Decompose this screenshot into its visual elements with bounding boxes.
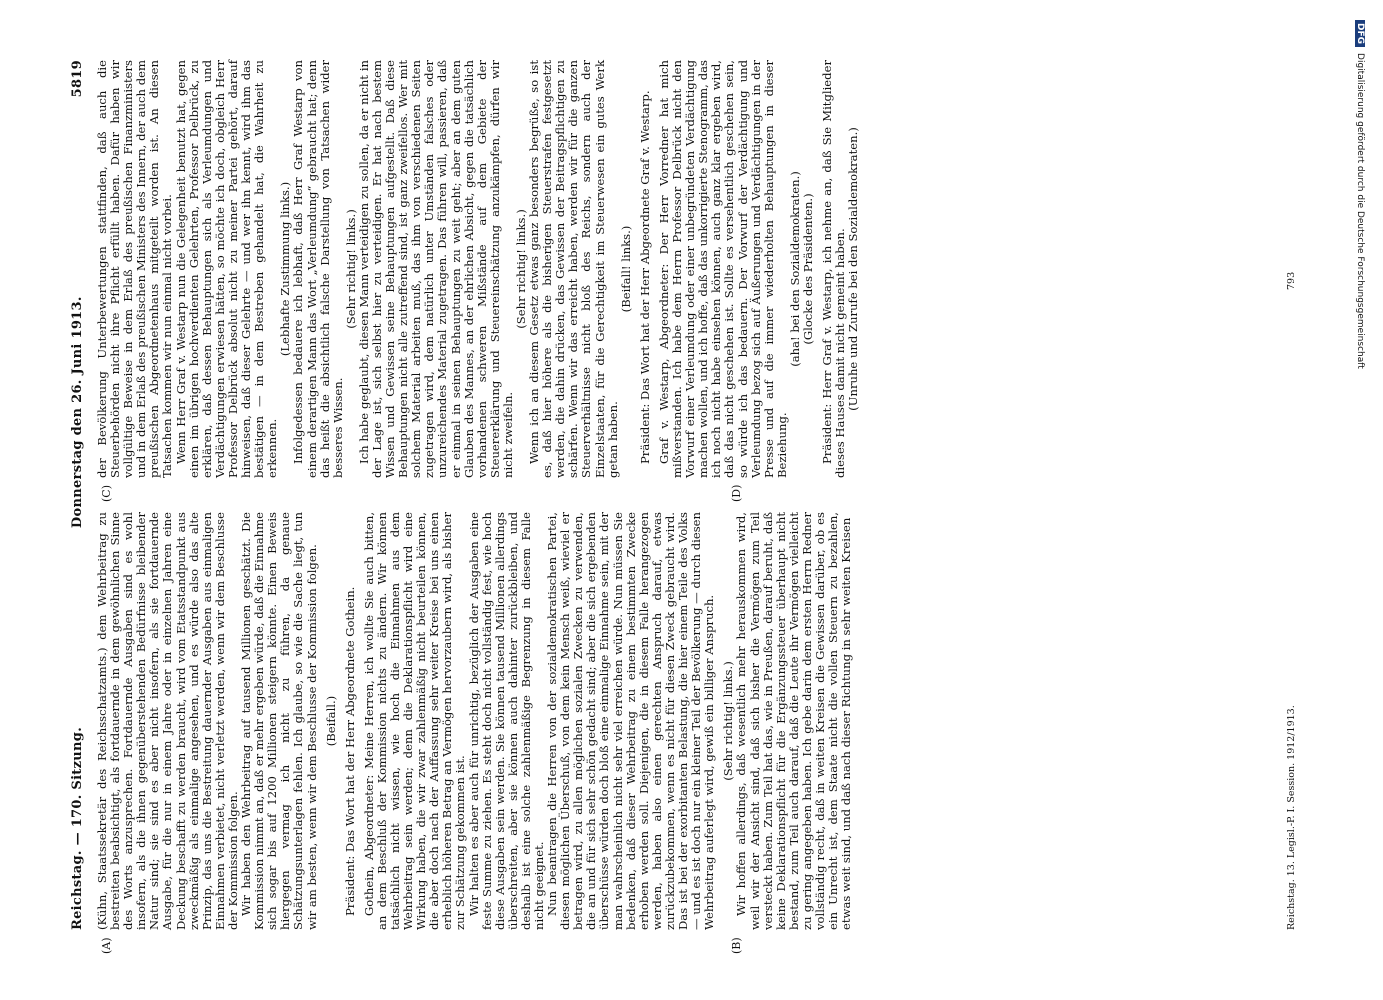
left-column bbox=[96, 512, 853, 930]
paragraph: Wenn ich an diesem Gesetz etwas ganz besonders begrüße, so ist es, daß hier höhere als die bisherigen Steuerstrafen festgesetzt werden, die dahin drücken, das Gewissen der Beitragspflichtigen zu schärfen. Wenn wir das erreicht haben, werden wir für die ganzen Steuerverhältnisse nicht bloß des Reichs, sondern auch der Einzelstaaten, für die Gerechtigkeit im Steuerwesen ein gutes Werk getan haben. bbox=[527, 60, 620, 478]
paragraph: Wir haben den Wehrbeitrag auf tausend Millionen geschätzt. Die Kommission nimmt an, daß er mehr ergeben würde, daß die Einnahme sich sogar bis auf 1200 Millionen steigern könnte. Einen Beweis hiergegen vermag ich nicht zu führen, da genaue Schätzungsunterlagen fehlen. Ich glaube, so wie die Sache liegt, tun wir am besten, wenn wir dem Beschlusse der Kommission folgen. bbox=[239, 512, 319, 930]
margin-marker-b: (B) bbox=[730, 937, 743, 954]
paragraph: Ich habe geglaubt, diesen Mann verteidigen zu sollen, da er nicht in der Lage ist, sich selbst hier zu verteidigen. Er hat nach bestem Wissen und Gewissen seine Behauptungen aufgestellt. Daß diese Behauptungen nicht alle zutreffend sind, ist ganz zweifellos. Wer mit solchem Material arbeiten muß, das ihm von verschiedenen Seiten zugetragen wird, dem natürlich unter Umständen falsches oder unzureichendes Material zugetragen. Das führen will, passieren, daß er einmal in seinen Behauptungen zu weit geht; aber an dem guten Glauben des Mannes, an der ehrlichen Absicht, gegen die tatsächlich vorhandenen schweren Mißstände auf dem Gebiete der Steuererklärung und Steuereinschätzung anzukämpfen, dürfen wir nicht zweifeln. bbox=[356, 60, 515, 478]
header-left: Reichstag. — 170. Sitzung. bbox=[70, 726, 85, 930]
digitization-note bbox=[1352, 20, 1368, 980]
interjection: (Sehr richtig! links.) bbox=[721, 661, 736, 781]
page-footer bbox=[1286, 271, 1297, 930]
rotated-print-area bbox=[70, 60, 1300, 954]
paragraph: (Kühn, Staatssekretär des Reichsschatzamts.) dem Wehrbeitrag zu bestreiten beabsichtigt, als fortdauernde in dem gewöhnlichen Sinne des Worts anzusprechen. Fortdauernde Ausgaben sind es wohl insofern, als die ihnen gegenüberstehenden Bedürfnisse bleibender Natur sind; sie sind es aber nicht insofern, als sie fortdauernde Ausgabe, für die nur in einem Jahre oder in einzelnen Jahren eine Deckung beschafft zu werden braucht, wird vom Etatsstandpunkt aus zweckmäßig als einmalige angesehen, und es würde also das alte Prinzip, das uns die Bestreitung dauernder Ausgaben aus einmaligen Einnahmen verbietet, nicht verletzt werden, wenn wir dem Beschlusse der Kommission folgen. bbox=[95, 512, 240, 930]
interjection: (Sehr richtig! links.) bbox=[343, 209, 358, 329]
speaker-paragraph: Graf v. Westarp, Abgeordneter: Der Herr Vorredner hat mich mißverstanden. Ich habe dem Herrn Professor Delbrück nicht den Vorwurf einer Verleumdung oder einer unbegründeten Verdächtigung machen wollen, und ich hoffe, daß das unkorrigierte Stenogramm, das ich noch nicht habe einsehen können, auch ganz klar ergeben wird, daß das nicht geschehen ist. Sollte es versehentlich geschehen sein, so würde ich das bedauern. Der Vorwurf der Verdächtigung und Verleumdung bezog sich auf Äußerungen und Verdächtigungen in der Presse und auf die immer wiederholten Behauptungen in dieser Beziehung. bbox=[656, 60, 789, 478]
speaker-paragraph: Präsident: Das Wort hat der Herr Abgeordnete Gothein. bbox=[342, 586, 357, 916]
interjection: (Beifall! links.) bbox=[618, 225, 633, 313]
paragraph: Wir halten es aber auch für unrichtig, bezüglich der Ausgaben eine feste Summe zu ziehen. Es steht doch nicht vollständig fest, wie hoch diese Ausgaben sein werden. Sie können tausend Millionen allerdings überschreiten, aber sie können auch dahinter zurückbleiben, und deshalb ist eine solche zahlenmäßige Begrenzung in diesem Falle nicht geeignet. bbox=[466, 512, 546, 930]
paragraph: Wenn Herr Graf v. Westarp nun die Gelegenheit benutzt hat, gegen einen im übrigen hochverdienten Gelehrten, Professor Delbrück, zu erklären, daß dessen Behauptungen sich als Verleumdungen und Verdächtigungen erwiesen hätten, so möchte ich doch, obgleich Herr Professor Delbrück absolut nicht zu meiner Partei gehört, darauf hinweisen, daß dieser Gelehrte — und wer ihn kennt, wird ihm das bestätigen — in dem Bestreben gehandelt hat, die Wahrheit zu erkennen. bbox=[173, 60, 280, 478]
running-header bbox=[70, 60, 92, 930]
dfg-logo: DFG bbox=[1355, 20, 1365, 47]
paragraph: der Bevölkerung Unterbewertungen stattfinden, daß auch die Steuerbehörden nicht ihre Pflicht erfüllt haben. Dafür haben wir vollgültige Beweise in dem Erlaß des preußischen Finanzministers und in dem Erlaß des preußischen Ministers des Innern, der auch dem preußischen Abgeordnetenhaus mitgeteilt worden ist. An diesen Tatsachen kommen wir nun einmal nicht vorbei. bbox=[95, 60, 175, 478]
speaker-paragraph: Gothein, Abgeordneter: Meine Herren, ich wollte Sie auch bitten, an dem Beschluß der Kommission nichts zu ändern. Wir können tatsächlich nicht wissen, wie hoch die Einnahmen aus dem Wehrbeitrag sein werden; denn die Deklarationspflicht wird eine Wirkung haben, die wir zwar zahlenmäßig nicht beurteilen können, die aber doch nach der Auffassung sehr weiter Kreise bei uns einen erheblich höheren Betrag an Vermögen hervorzaubern wird, als bisher zur Schätzung gekommen ist. bbox=[361, 512, 468, 930]
signature-mark: 793 bbox=[1286, 271, 1297, 290]
right-column bbox=[96, 60, 860, 478]
interjection: (Sehr richtig! links.) bbox=[514, 209, 528, 329]
interjection: (Unruhe und Zurufe bei den Sozialdemokraten.) bbox=[846, 127, 861, 411]
interjection: (aha! bei den Sozialdemokraten.) bbox=[787, 171, 802, 367]
page-number: 5819 bbox=[70, 60, 85, 98]
paragraph: Wir hoffen allerdings, daß wesentlich mehr herauskommen wird, weil wir der Ansicht sind, daß sich bisher die Vermögen zum Teil versteckt haben. Zum Teil hat das, wie in Preußen, darauf beruht, daß keine Deklarationspflicht für die Ergänzungssteuer überhaupt nicht bestand, zum Teil auch darauf, daß die Leute ihr Vermögen vielleicht zu gering angegeben haben. Ich gebe darin dem ersten Herrn Redner vollständig recht, daß in weiten Kreisen die Gewissen darüber, ob es ein Unrecht ist, dem Staate nicht die vollen Steuern zu bezahlen, etwas weit sind, und daß nach dieser Richtung in sehr weiten Kreisen bbox=[734, 512, 854, 930]
footer-session-info: Reichstag. 13. Legisl.-P. I. Session. 1912/1913. bbox=[1286, 705, 1297, 930]
speaker-paragraph: Präsident: Herr Graf v. Westarp, ich nehme an, daß Sie Mitglieder dieses Hauses damit nicht gemeint haben. bbox=[820, 60, 848, 478]
interjection: (Glocke des Präsidenten.) bbox=[800, 193, 815, 345]
speaker-paragraph: Präsident: Das Wort hat der Herr Abgeordnete Graf v. Westarp. bbox=[637, 90, 652, 464]
header-center: Donnerstag den 26. Juni 1913. bbox=[70, 296, 85, 529]
margin-marker-d: (D) bbox=[730, 484, 743, 502]
interjection: (Beifall.) bbox=[323, 695, 338, 747]
paragraph: Nun beantragen die Herren von der sozialdemokratischen Partei, diesen möglichen Überschuß, von dem kein Mensch weiß, wieviel er betragen wird, zu allen möglichen sozialen Zwecken zu verwenden, die an und für sich sehr schön gedacht sind; aber die sich ergebenden überschüsse würden doch bloß eine einmalige Einnahme sein, mit der man wahrscheinlich nicht sehr viel erreichen würde. Nun müssen Sie bedenken, daß dieser Wehrbeitrag zu einem bestimmten Zwecke erhoben werden soll. Diejenigen, die in diesem Falle herangezogen werden, haben also einen gerechten Anspruch darauf, etwas zurückzubekommen, wenn es nicht für diesen Zweck gebraucht wird. Das ist bei der exorbitanten Belastung, die hier einem Teile des Volks — und es ist doch nur ein kleiner Teil der Bevölkerung — durch diesen Wehrbeitrag auferlegt wird, gewiß ein billiger Anspruch. bbox=[545, 512, 717, 930]
digitization-text: Digitalisierung gefördert durch die Deutsche Forschungsgemeinschaft bbox=[1355, 53, 1365, 369]
margin-marker-c: (C) bbox=[100, 485, 113, 502]
interjection: (Lebhafte Zustimmung links.) bbox=[278, 181, 293, 357]
paragraph: Infolgedessen bedauere ich lebhaft, daß Herr Graf Westarp von einem derartigen Mann das Wort „Verleumdung“ gebraucht hat; denn das heißt die absichtlich falsche Darstellung von Tatsachen wider besseres Wissen. bbox=[291, 60, 345, 478]
margin-marker-a: (A) bbox=[100, 937, 113, 954]
